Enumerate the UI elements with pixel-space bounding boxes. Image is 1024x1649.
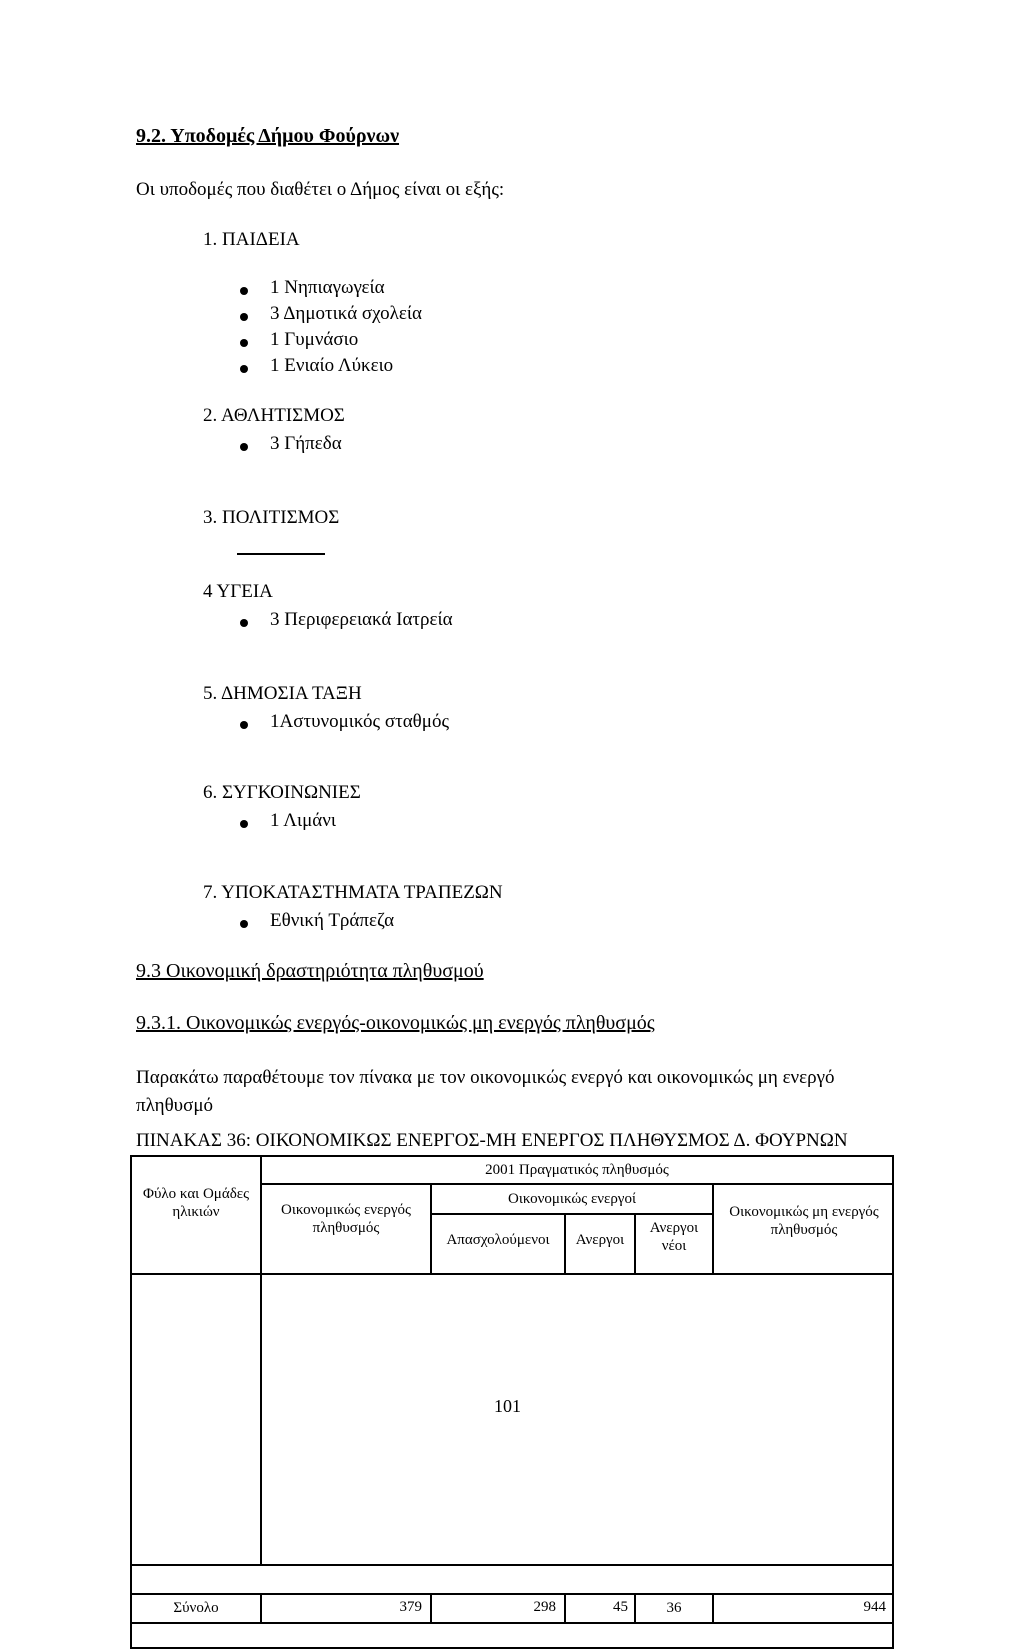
- table-title: ΠΙΝΑΚΑΣ 36: ΟΙΚΟΝΟΜΙΚΩΣ ΕΝΕΡΓΟΣ-ΜΗ ΕΝΕΡΓΟΣ ΠΛΗΘΥΣΜΟΣ Δ. ΦΟΥΡΝΩΝ: [136, 1130, 848, 1151]
- category-heading: 6. ΣΥΓΚΟΙΝΩΝΙΕΣ: [203, 782, 361, 803]
- bullet-icon: [240, 313, 248, 321]
- empty-line: [237, 553, 325, 555]
- cell-inactive: 944: [863, 1599, 886, 1615]
- list-item: 3 Δημοτικά σχολεία: [270, 303, 422, 324]
- cell-employed: 298: [533, 1599, 556, 1615]
- table-border: [130, 1273, 894, 1275]
- category-heading: 7. ΥΠΟΚΑΤΑΣΤΗΜΑΤΑ ΤΡΑΠΕΖΩΝ: [203, 882, 503, 903]
- row-label: Σύνολο: [173, 1600, 219, 1616]
- section-title: 9.2. Υποδομές Δήμου Φούρνων: [136, 125, 400, 147]
- paragraph: Παρακάτω παραθέτουμε τον πίνακα με τον οικονομικώς ενεργό και οικονομικώς μη ενεργό πληθυσμό: [136, 1067, 835, 1116]
- table-border: [130, 1155, 894, 1157]
- category-heading: 4 ΥΓΕΙΑ: [203, 581, 273, 602]
- table-border: [130, 1622, 894, 1624]
- header-unemployed-new: Ανεργοι νέοι: [649, 1220, 699, 1254]
- header-employed: Απασχολούμενοι: [446, 1232, 550, 1248]
- table-border: [892, 1155, 894, 1649]
- list-item: 3 Περιφερειακά Ιατρεία: [270, 609, 453, 630]
- cell-active: 379: [399, 1599, 422, 1615]
- list-item: 1 Γυμνάσιο: [270, 329, 359, 350]
- bullet-icon: [240, 820, 248, 828]
- list-item: 3 Γήπεδα: [270, 433, 342, 454]
- category-heading: 3. ΠΟΛΙΤΙΣΜΟΣ: [203, 507, 340, 528]
- bullet-icon: [240, 365, 248, 373]
- category-heading: 2. ΑΘΛΗΤΙΣΜΟΣ: [203, 405, 345, 426]
- table-border: [712, 1183, 714, 1273]
- cell-unemployed: 45: [613, 1599, 628, 1615]
- list-item: 1Αστυνομικός σταθμός: [270, 711, 449, 732]
- table-border: [712, 1593, 714, 1622]
- table-border: [130, 1564, 894, 1566]
- table-border: [260, 1155, 262, 1564]
- intro-text: Οι υποδομές που διαθέτει ο Δήμος είναι οι εξής:: [136, 179, 505, 200]
- list-item: 1 Ενιαίο Λύκειο: [270, 355, 394, 376]
- header-unemployed: Ανεργοι: [575, 1232, 625, 1248]
- bullet-icon: [240, 287, 248, 295]
- bullet-icon: [240, 619, 248, 627]
- header-span: 2001 Πραγματικός πληθυσμός: [485, 1162, 669, 1178]
- bullet-icon: [240, 721, 248, 729]
- bullet-icon: [240, 920, 248, 928]
- bullet-icon: [240, 443, 248, 451]
- header-group: Φύλο και Ομάδες ηλικιών: [142, 1186, 250, 1220]
- subsubsection-title: 9.3.1. Οικονομικώς ενεργός-οικονομικώς μη ενεργός πληθυσμός: [136, 1012, 655, 1034]
- header-inactive: Οικονομικώς μη ενεργός πληθυσμός: [729, 1204, 879, 1238]
- subsection-title: 9.3 Οικονομική δραστηριότητα πληθυσμού: [136, 960, 484, 982]
- table-border: [260, 1183, 894, 1185]
- table-border: [130, 1593, 894, 1595]
- page-number: 101: [494, 1396, 521, 1416]
- category-heading: 5. ΔΗΜΟΣΙΑ ΤΑΞΗ: [203, 683, 362, 704]
- cell-unemployed-new: 36: [666, 1600, 682, 1616]
- table-border: [130, 1155, 132, 1649]
- bullet-icon: [240, 339, 248, 347]
- header-active: Οικονομικώς ενεργός πληθυσμός: [281, 1202, 411, 1236]
- list-item: 1 Λιμάνι: [270, 810, 336, 831]
- header-active-sub: Οικονομικώς ενεργοί: [508, 1191, 636, 1207]
- table-border: [430, 1213, 712, 1215]
- category-heading: 1. ΠΑΙΔΕΙΑ: [203, 229, 300, 250]
- list-item: Εθνική Τράπεζα: [270, 910, 395, 931]
- list-item: 1 Νηπιαγωγεία: [270, 277, 385, 298]
